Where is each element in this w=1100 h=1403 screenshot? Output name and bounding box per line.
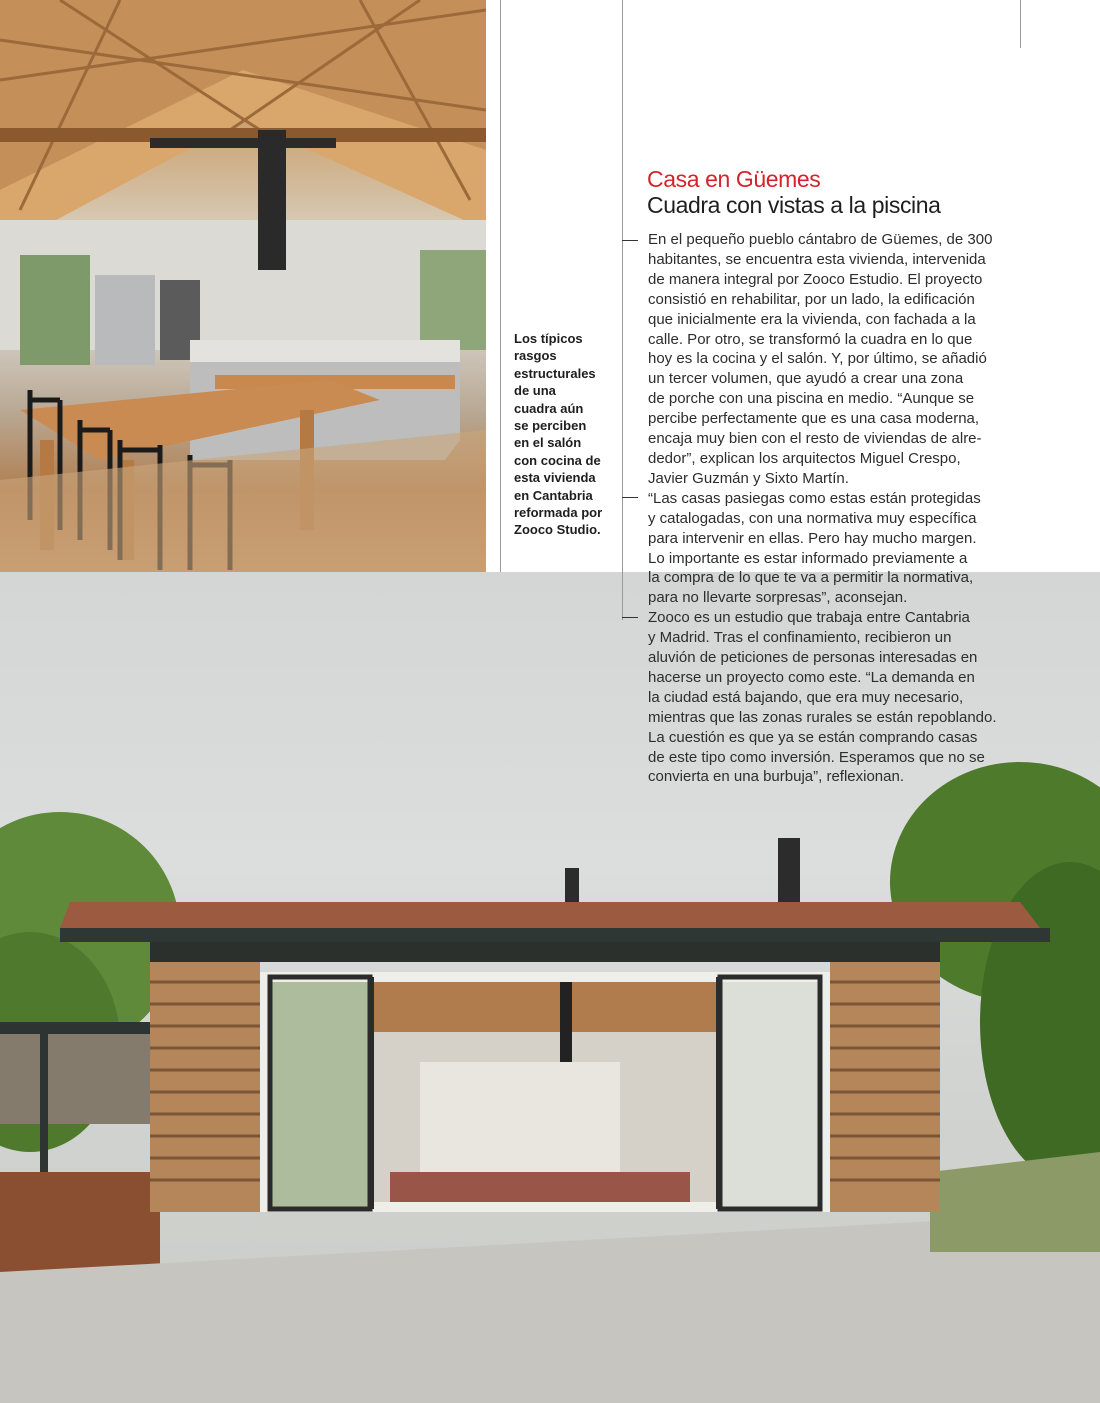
outer-column-rule: [1020, 0, 1021, 48]
body-line: hacerse un proyecto como este. “La demanda en: [648, 668, 975, 686]
caption-column-rule-right: [622, 0, 623, 620]
caption-line: en Cantabria: [514, 487, 593, 503]
caption-line: se perciben: [514, 418, 587, 434]
body-line: convierta en una burbuja”, reflexionan.: [648, 768, 904, 786]
body-line: consistió en rehabilitar, por un lado, la edificación: [648, 290, 975, 308]
body-line: de manera integral por Zooco Estudio. El proyecto: [648, 270, 983, 288]
body-line: habitantes, se encuentra esta vivienda, intervenida: [648, 250, 986, 268]
body-line: la compra de lo que te va a permitir la normativa,: [648, 569, 974, 587]
body-line: para intervenir en ellas. Pero hay mucho margen.: [648, 529, 977, 547]
caption-line: en el salón: [514, 435, 582, 451]
interior-kitchen-photo: [0, 0, 486, 572]
paragraph-1: [648, 230, 1020, 489]
body-line: y catalogadas, con una normativa muy específica: [648, 509, 977, 527]
paragraph-dash: [622, 617, 638, 618]
paragraph-dash: [622, 497, 638, 498]
caption-line: esta vivienda: [514, 470, 596, 486]
body-line: encaja muy bien con el resto de viviendas de alre-: [648, 430, 982, 448]
body-line: percibe perfectamente que es una casa moderna,: [648, 410, 980, 428]
body-line: mientras que las zonas rurales se están repoblando.: [648, 708, 997, 726]
caption-line: reformada por: [514, 505, 603, 521]
body-line: calle. Por otro, se transformó la cuadra en lo que: [648, 330, 973, 348]
caption-line: con cocina de: [514, 452, 601, 468]
body-line: La cuestión es que ya se están comprando casas: [648, 728, 978, 746]
body-line: En el pequeño pueblo cántabro de Güemes, de 300: [648, 231, 993, 248]
body-line: “Las casas pasiegas como estas están protegidas: [648, 489, 981, 507]
body-line: Lo importante es estar informado previamente a: [648, 549, 968, 567]
body-line: de este tipo como inversión. Esperamos que no se: [648, 748, 985, 766]
article-headline: Cuadra con vistas a la piscina: [647, 192, 941, 218]
interior-illustration: [0, 0, 486, 572]
caption-column-rule-left: [500, 0, 501, 572]
body-line: Zooco es un estudio que trabaja entre Cantabria: [648, 609, 970, 627]
caption-line: de una: [514, 383, 556, 399]
body-line: y Madrid. Tras el confinamiento, recibieron un: [648, 629, 952, 647]
article-body: [648, 230, 1020, 787]
caption-line: cuadra aún: [514, 400, 584, 416]
body-line: aluvión de peticiones de personas interesadas en: [648, 649, 978, 667]
paragraph-dash: [622, 240, 638, 241]
caption-line: Los típicos: [514, 331, 583, 346]
body-line: hoy es la cocina y el salón. Y, por último, se añadió: [648, 350, 987, 368]
caption-line: rasgos: [514, 348, 557, 364]
body-line: que inicialmente era la vivienda, con fachada a la: [648, 310, 976, 328]
article-kicker: Casa en Güemes: [647, 166, 821, 192]
body-line: dedor”, explican los arquitectos Miguel Crespo,: [648, 449, 961, 467]
paragraph-2: [648, 489, 1020, 608]
body-line: para no llevarte sorpresas”, aconsejan.: [648, 589, 908, 607]
caption-line: estructurales: [514, 365, 596, 381]
body-line: de porche con una piscina en medio. “Aunque se: [648, 390, 975, 408]
body-line: la ciudad está bajando, que era muy necesario,: [648, 688, 964, 706]
photo-caption: [514, 330, 614, 539]
caption-line: Zooco Studio.: [514, 522, 601, 538]
paragraph-3: [648, 608, 1020, 787]
body-line: Javier Guzmán y Sixto Martín.: [648, 469, 849, 487]
body-line: un tercer volumen, que ayudó a crear una zona: [648, 370, 964, 388]
